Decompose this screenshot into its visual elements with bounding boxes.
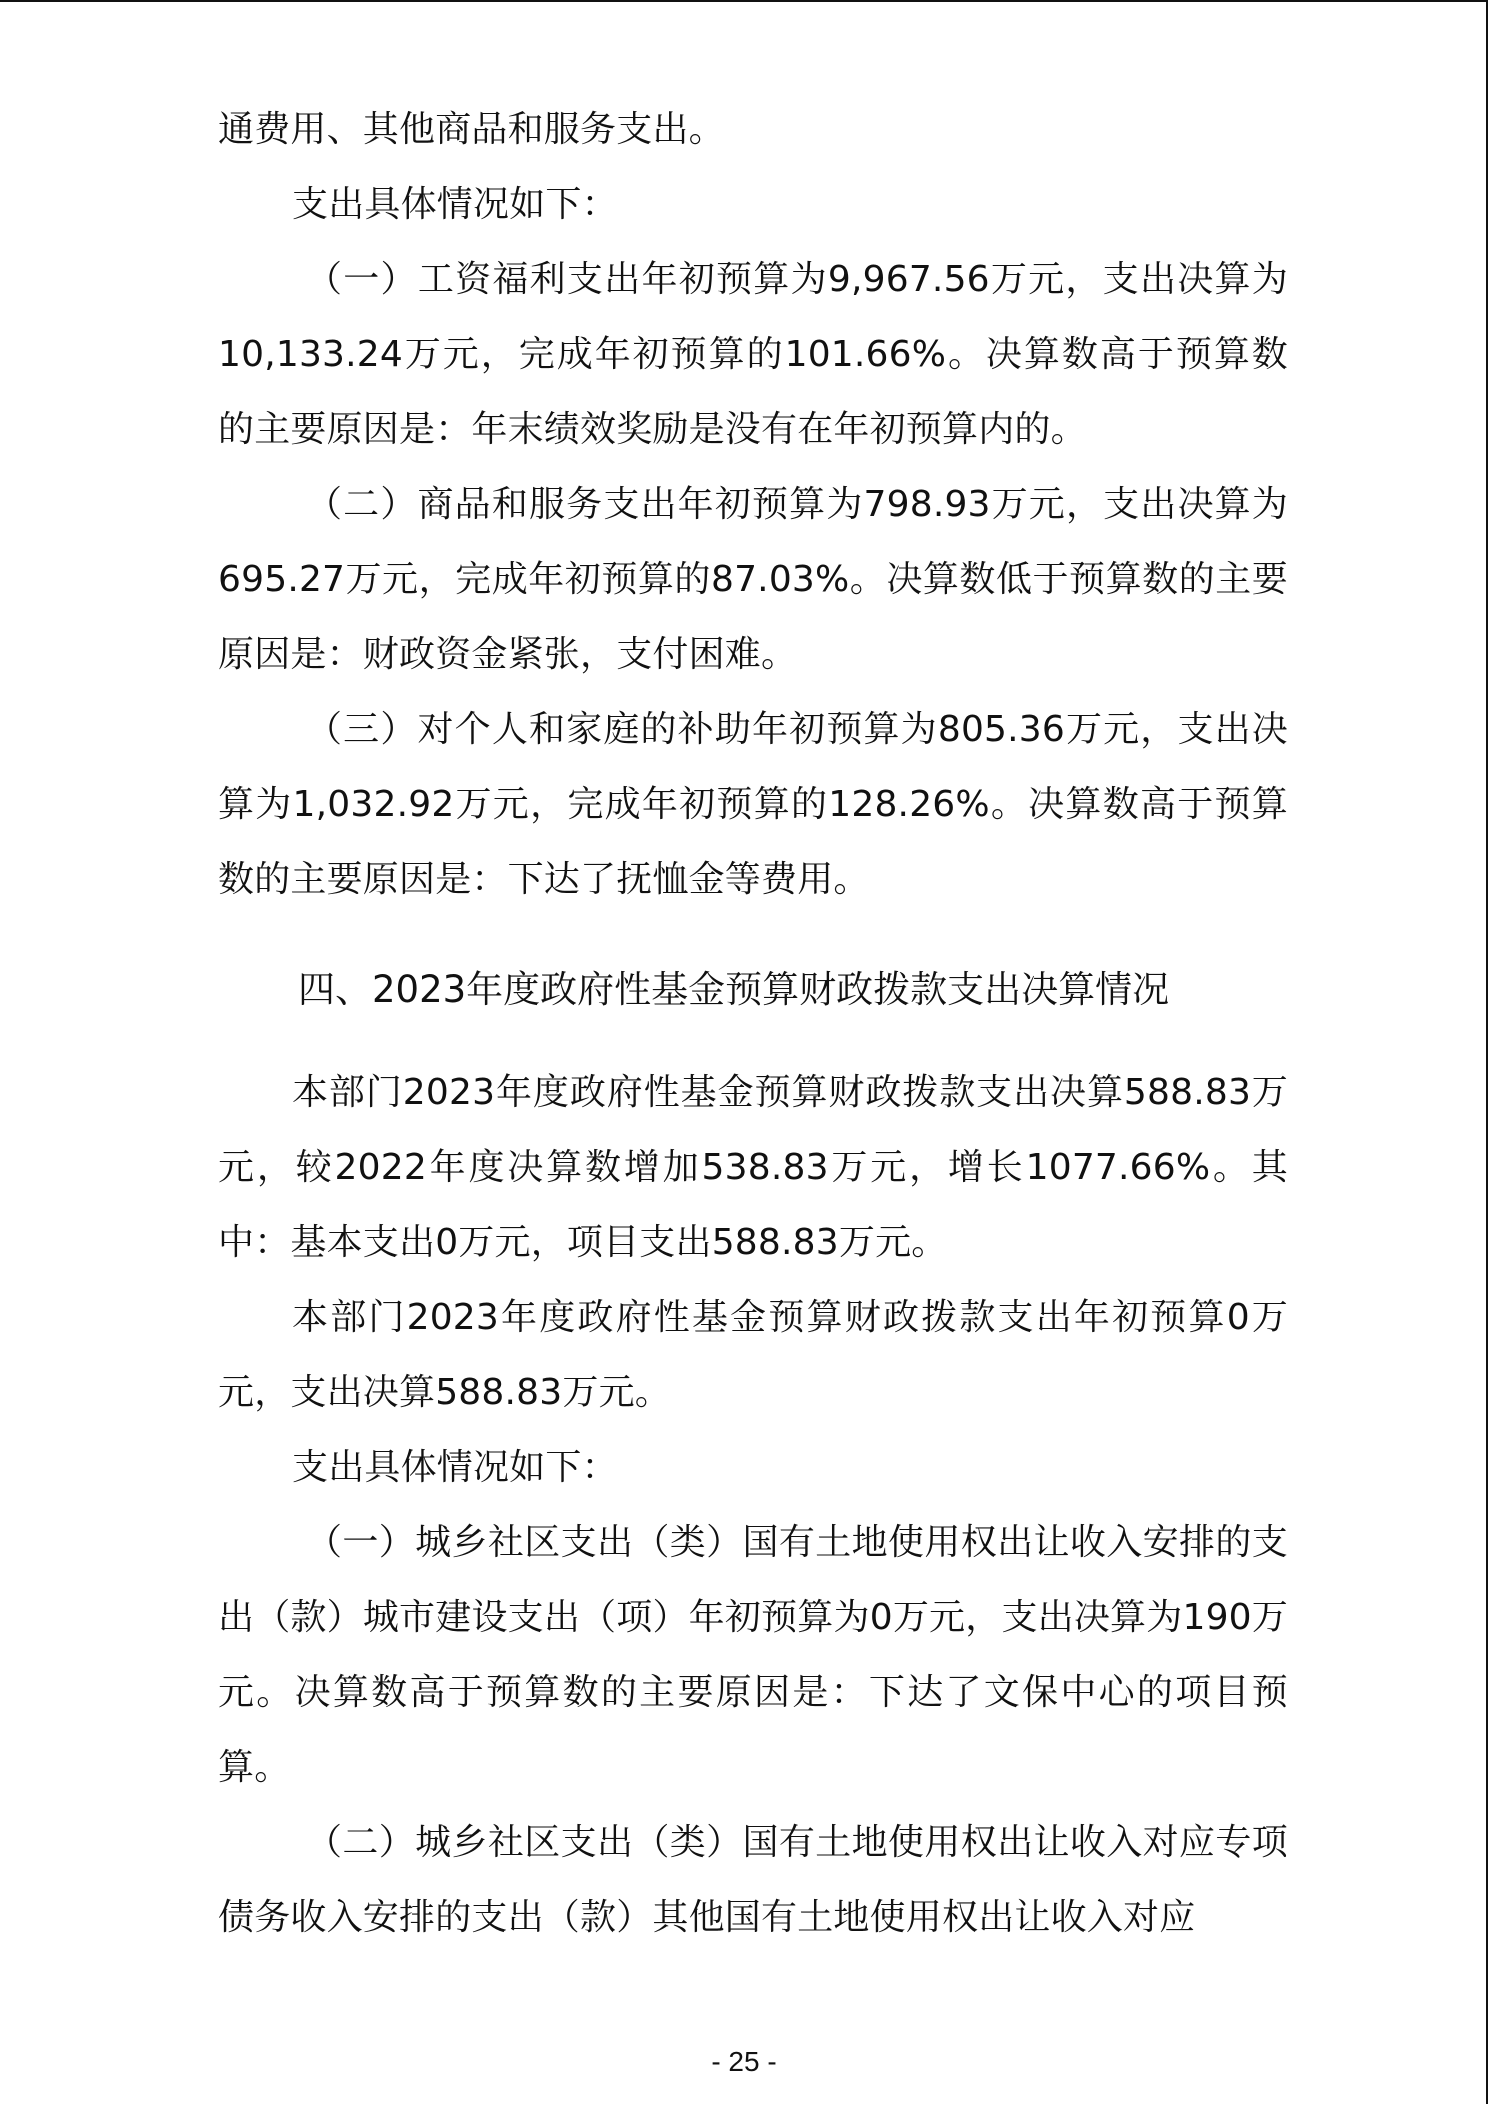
paragraph-fund-budget-summary: 本部门2023年度政府性基金预算财政拨款支出决算588.83万元，较2022年度决算数增加538.83万元，增长1077.66%。其中：基本支出0万元，项目支出588.83万元。 bbox=[218, 1072, 1288, 1263]
paragraph-expense-details-intro-2: 支出具体情况如下： bbox=[292, 1447, 618, 1488]
paragraph-urban-construction: （一）城乡社区支出（类）国有土地使用权出让收入安排的支出（款）城市建设支出（项）年初预算为0万元，支出决算为190万元。决算数高于预算数的主要原因是：下达了文保中心的项目预算。 bbox=[218, 1522, 1288, 1788]
paragraph-salary-welfare: （一）工资福利支出年初预算为9,967.56万元，支出决算为10,133.24万元，完成年初预算的101.66%。决算数高于预算数的主要原因是：年末绩效奖励是没有在年初预算内的。 bbox=[218, 259, 1288, 450]
paragraph-fund-budget-initial: 本部门2023年度政府性基金预算财政拨款支出年初预算0万元，支出决算588.83万元。 bbox=[218, 1297, 1288, 1413]
paragraph-continuation: 通费用、其他商品和服务支出。 bbox=[218, 109, 725, 150]
paragraph-expense-details-intro: 支出具体情况如下： bbox=[292, 184, 618, 225]
page-border-top bbox=[0, 0, 1488, 2]
paragraph-personal-family-subsidy: （三）对个人和家庭的补助年初预算为805.36万元，支出决算为1,032.92万元，完成年初预算的128.26%。决算数高于预算数的主要原因是：下达了抚恤金等费用。 bbox=[218, 709, 1288, 900]
section-heading: 四、2023年度政府性基金预算财政拨款支出决算情况 bbox=[298, 968, 1170, 1011]
document-body bbox=[218, 92, 1288, 1955]
paragraph-special-debt: （二）城乡社区支出（类）国有土地使用权出让收入对应专项债务收入安排的支出（款）其他国有土地使用权出让收入对应 bbox=[218, 1822, 1288, 1938]
paragraph-goods-services: （二）商品和服务支出年初预算为798.93万元，支出决算为695.27万元，完成年初预算的87.03%。决算数低于预算数的主要原因是：财政资金紧张，支付困难。 bbox=[218, 484, 1288, 675]
page-number: - 25 - bbox=[711, 2046, 777, 2077]
